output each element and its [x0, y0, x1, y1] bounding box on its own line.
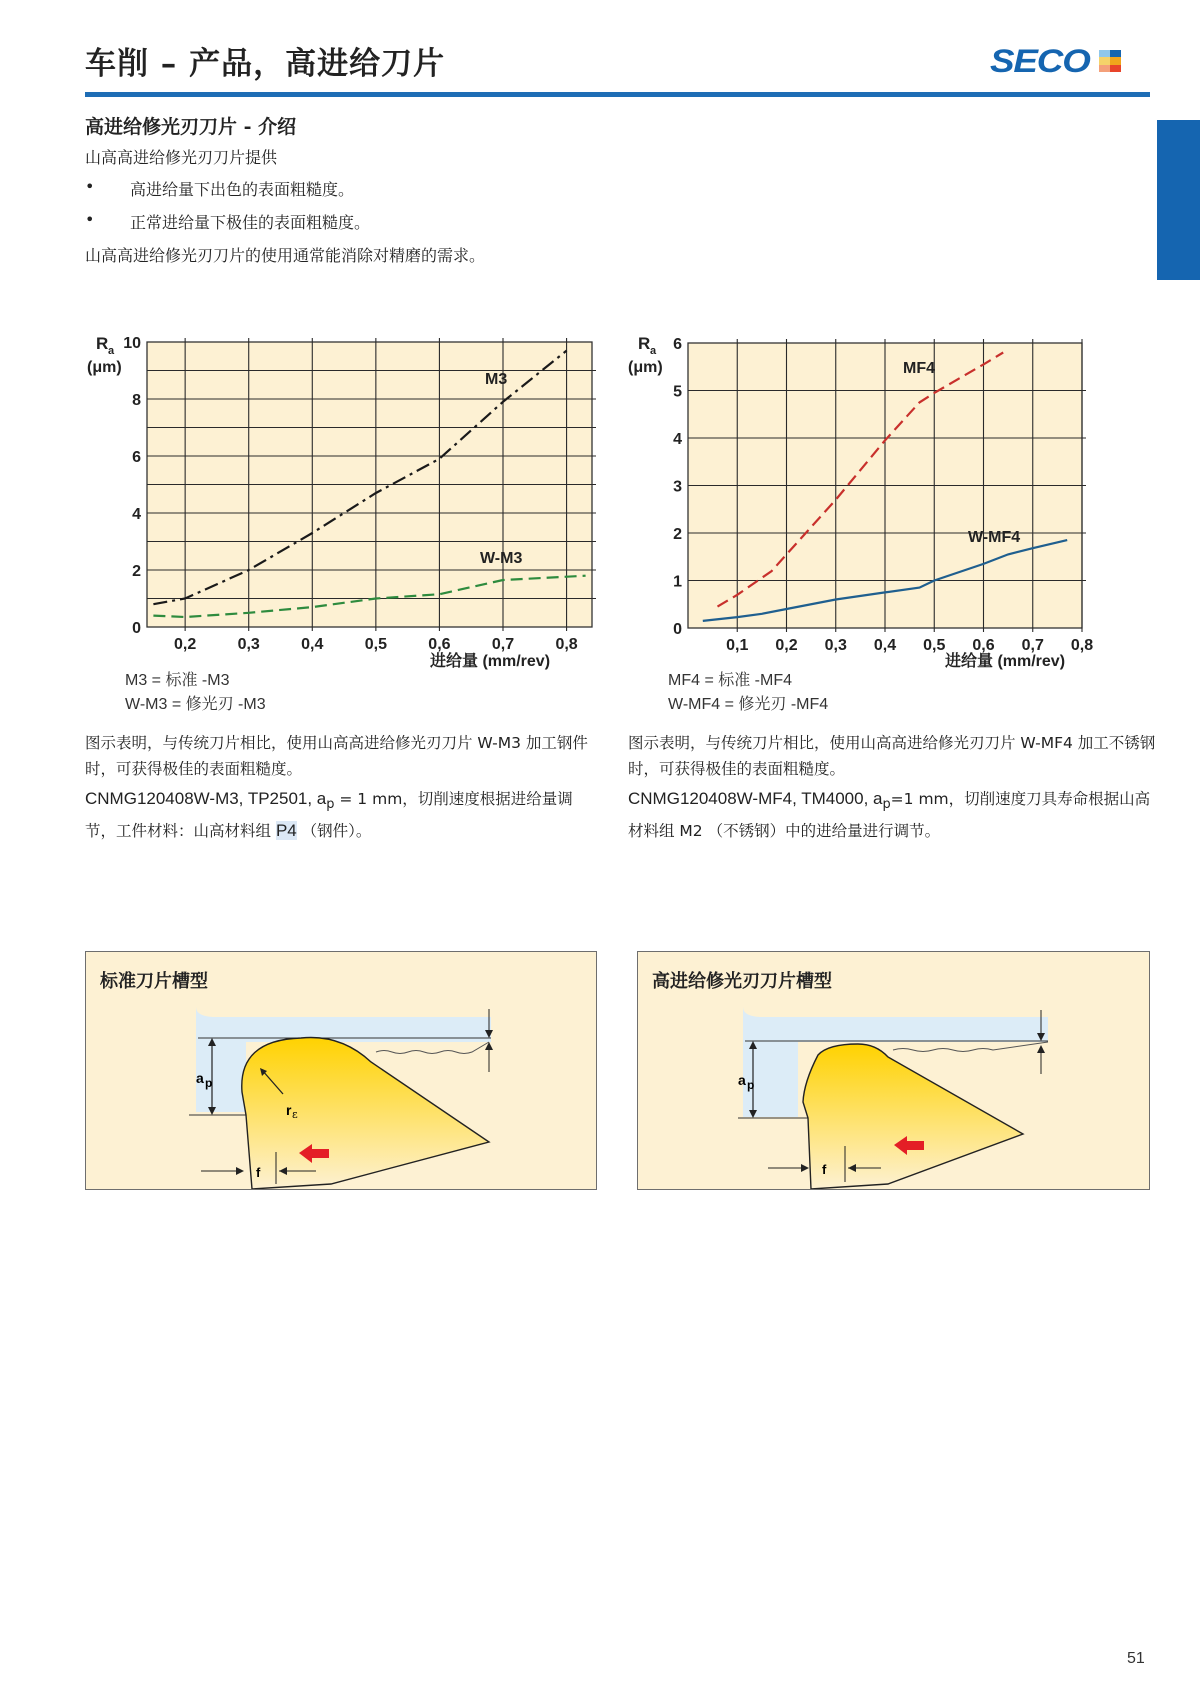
insert-profile	[242, 1038, 489, 1190]
ap-label: a	[738, 1072, 746, 1088]
ap-label-sub: p	[205, 1076, 213, 1090]
highlighted-text: P4	[275, 821, 297, 841]
box-title: 标准刀片槽型	[100, 971, 208, 992]
y-tick-label: 2	[132, 563, 141, 580]
series-label-w-mf4: W-MF4	[968, 529, 1021, 546]
y-axis-unit: (μm)	[628, 359, 663, 376]
y-tick-label: 3	[673, 478, 682, 496]
y-tick-label: 4	[673, 431, 682, 448]
right-legend	[668, 669, 828, 717]
section-title: 高进给修光刃刀片 - 介绍	[85, 116, 297, 138]
seco-logo	[990, 44, 1121, 78]
caption-text: CNMG120408W-M3, TP2501, a	[85, 789, 327, 808]
legend-item: MF4 = 标准 -MF4	[668, 672, 793, 689]
caption-text: （钢件）。	[296, 822, 372, 841]
logo-color-blocks-icon	[1099, 50, 1121, 72]
radius-label: r	[286, 1102, 292, 1118]
x-tick-label: 0,7	[1021, 637, 1044, 654]
box-title: 高进给修光刃刀片槽型	[652, 971, 832, 992]
side-tab-marker	[1157, 120, 1200, 280]
x-tick-label: 0,2	[775, 637, 798, 654]
caption-sub: p	[326, 797, 335, 813]
y-tick-label: 0	[673, 621, 682, 638]
page-title: 车削 – 产品，高进给刀片	[85, 46, 446, 82]
y-tick-label: 0	[132, 620, 141, 637]
x-tick-label: 0,3	[237, 636, 260, 653]
x-tick-label: 0,4	[873, 637, 897, 654]
feed-label: f	[822, 1162, 827, 1177]
y-axis-label: R	[638, 334, 651, 353]
standard-geometry-box	[85, 951, 597, 1190]
right-chart	[620, 325, 1100, 675]
y-tick-label: 5	[673, 383, 682, 401]
page-number: 51	[1127, 1650, 1145, 1667]
x-tick-label: 0,8	[1070, 637, 1094, 654]
ap-label-sub: p	[747, 1078, 755, 1092]
x-axis-label: 进给量 (mm/rev)	[945, 653, 1066, 670]
bullet-icon: •	[85, 210, 95, 229]
y-tick-label: 2	[673, 526, 682, 543]
left-caption-2	[85, 786, 595, 844]
legend-item: M3 = 标准 -M3	[125, 672, 230, 689]
legend-item: W-MF4 = 修光刃 -MF4	[668, 696, 829, 713]
right-caption-1: 图示表明，与传统刀片相比，使用山高高进给修光刃刀片 W-MF4 加工不锈钢时，可获得极佳的表面粗糙度。	[628, 734, 1156, 778]
y-tick-label: 4	[132, 506, 141, 523]
series-label-mf4: MF4	[903, 360, 935, 377]
y-tick-label: 8	[132, 392, 141, 409]
title-rule	[85, 92, 1150, 97]
caption-text: CNMG120408W-MF4, TM4000, a	[628, 789, 883, 808]
intro-bullet	[85, 210, 370, 233]
standard-insert-diagram	[86, 952, 596, 1189]
y-axis-label-sub: a	[108, 345, 115, 357]
right-caption-2	[628, 786, 1158, 844]
x-tick-label: 0,6	[972, 637, 995, 654]
x-tick-label: 0,2	[174, 636, 197, 653]
left-caption-1: 图示表明，与传统刀片相比，使用山高高进给修光刃刀片 W-M3 加工钢件时，可获得极佳的表面粗糙度。	[85, 734, 588, 778]
x-tick-label: 0,5	[364, 636, 387, 653]
x-tick-label: 0,3	[824, 637, 847, 654]
feed-label: f	[256, 1165, 261, 1180]
series-label-m3: M3	[485, 371, 508, 388]
y-axis-unit: (μm)	[87, 359, 122, 376]
radius-label-sub: ε	[292, 1108, 298, 1121]
intro-bullet	[85, 177, 354, 200]
x-tick-label: 0,6	[428, 636, 451, 653]
left-chart-plot-area	[147, 338, 596, 631]
logo-text: SECO	[990, 42, 1090, 79]
y-axis-label-sub: a	[650, 345, 657, 357]
wiper-insert-profile	[803, 1044, 1023, 1189]
wiper-geometry-box	[637, 951, 1150, 1190]
bullet-text: 高进给量下出色的表面粗糙度。	[130, 180, 355, 199]
y-tick-label: 6	[673, 336, 682, 353]
bullet-text: 正常进给量下极佳的表面粗糙度。	[130, 213, 371, 232]
y-axis-label: R	[96, 334, 109, 353]
intro-closing: 山高高进给修光刃刀片的使用通常能消除对精磨的需求。	[85, 246, 486, 265]
y-tick-label: 10	[123, 335, 141, 352]
series-label-w-m3: W-M3	[480, 550, 523, 567]
x-tick-label: 0,5	[923, 637, 946, 654]
x-tick-label: 0,7	[491, 636, 515, 653]
right-chart-plot-area	[688, 339, 1086, 632]
caption-text: = 1 mm，切削速度根据进给量调节，工件材料：山高材料组	[85, 790, 573, 841]
y-tick-label: 1	[673, 573, 682, 591]
caption-sub: p	[882, 797, 891, 813]
x-tick-label: 0,8	[555, 636, 578, 653]
ap-label: a	[196, 1070, 204, 1086]
legend-item: W-M3 = 修光刃 -M3	[125, 696, 266, 713]
x-tick-label: 0,1	[726, 637, 749, 654]
left-legend	[125, 669, 266, 717]
intro-lead: 山高高进给修光刃刀片提供	[85, 148, 278, 167]
wiper-insert-diagram	[638, 952, 1149, 1189]
bullet-icon: •	[85, 177, 95, 196]
x-tick-label: 0,4	[301, 636, 324, 653]
caption-text: =1 mm，切削速度刀具寿命根据山高材料组 M2 （不锈钢）中的进给量进行调节。	[628, 790, 1151, 841]
y-tick-label: 6	[132, 449, 141, 466]
left-chart	[80, 325, 610, 675]
x-axis-label: 进给量 (mm/rev)	[430, 653, 551, 670]
